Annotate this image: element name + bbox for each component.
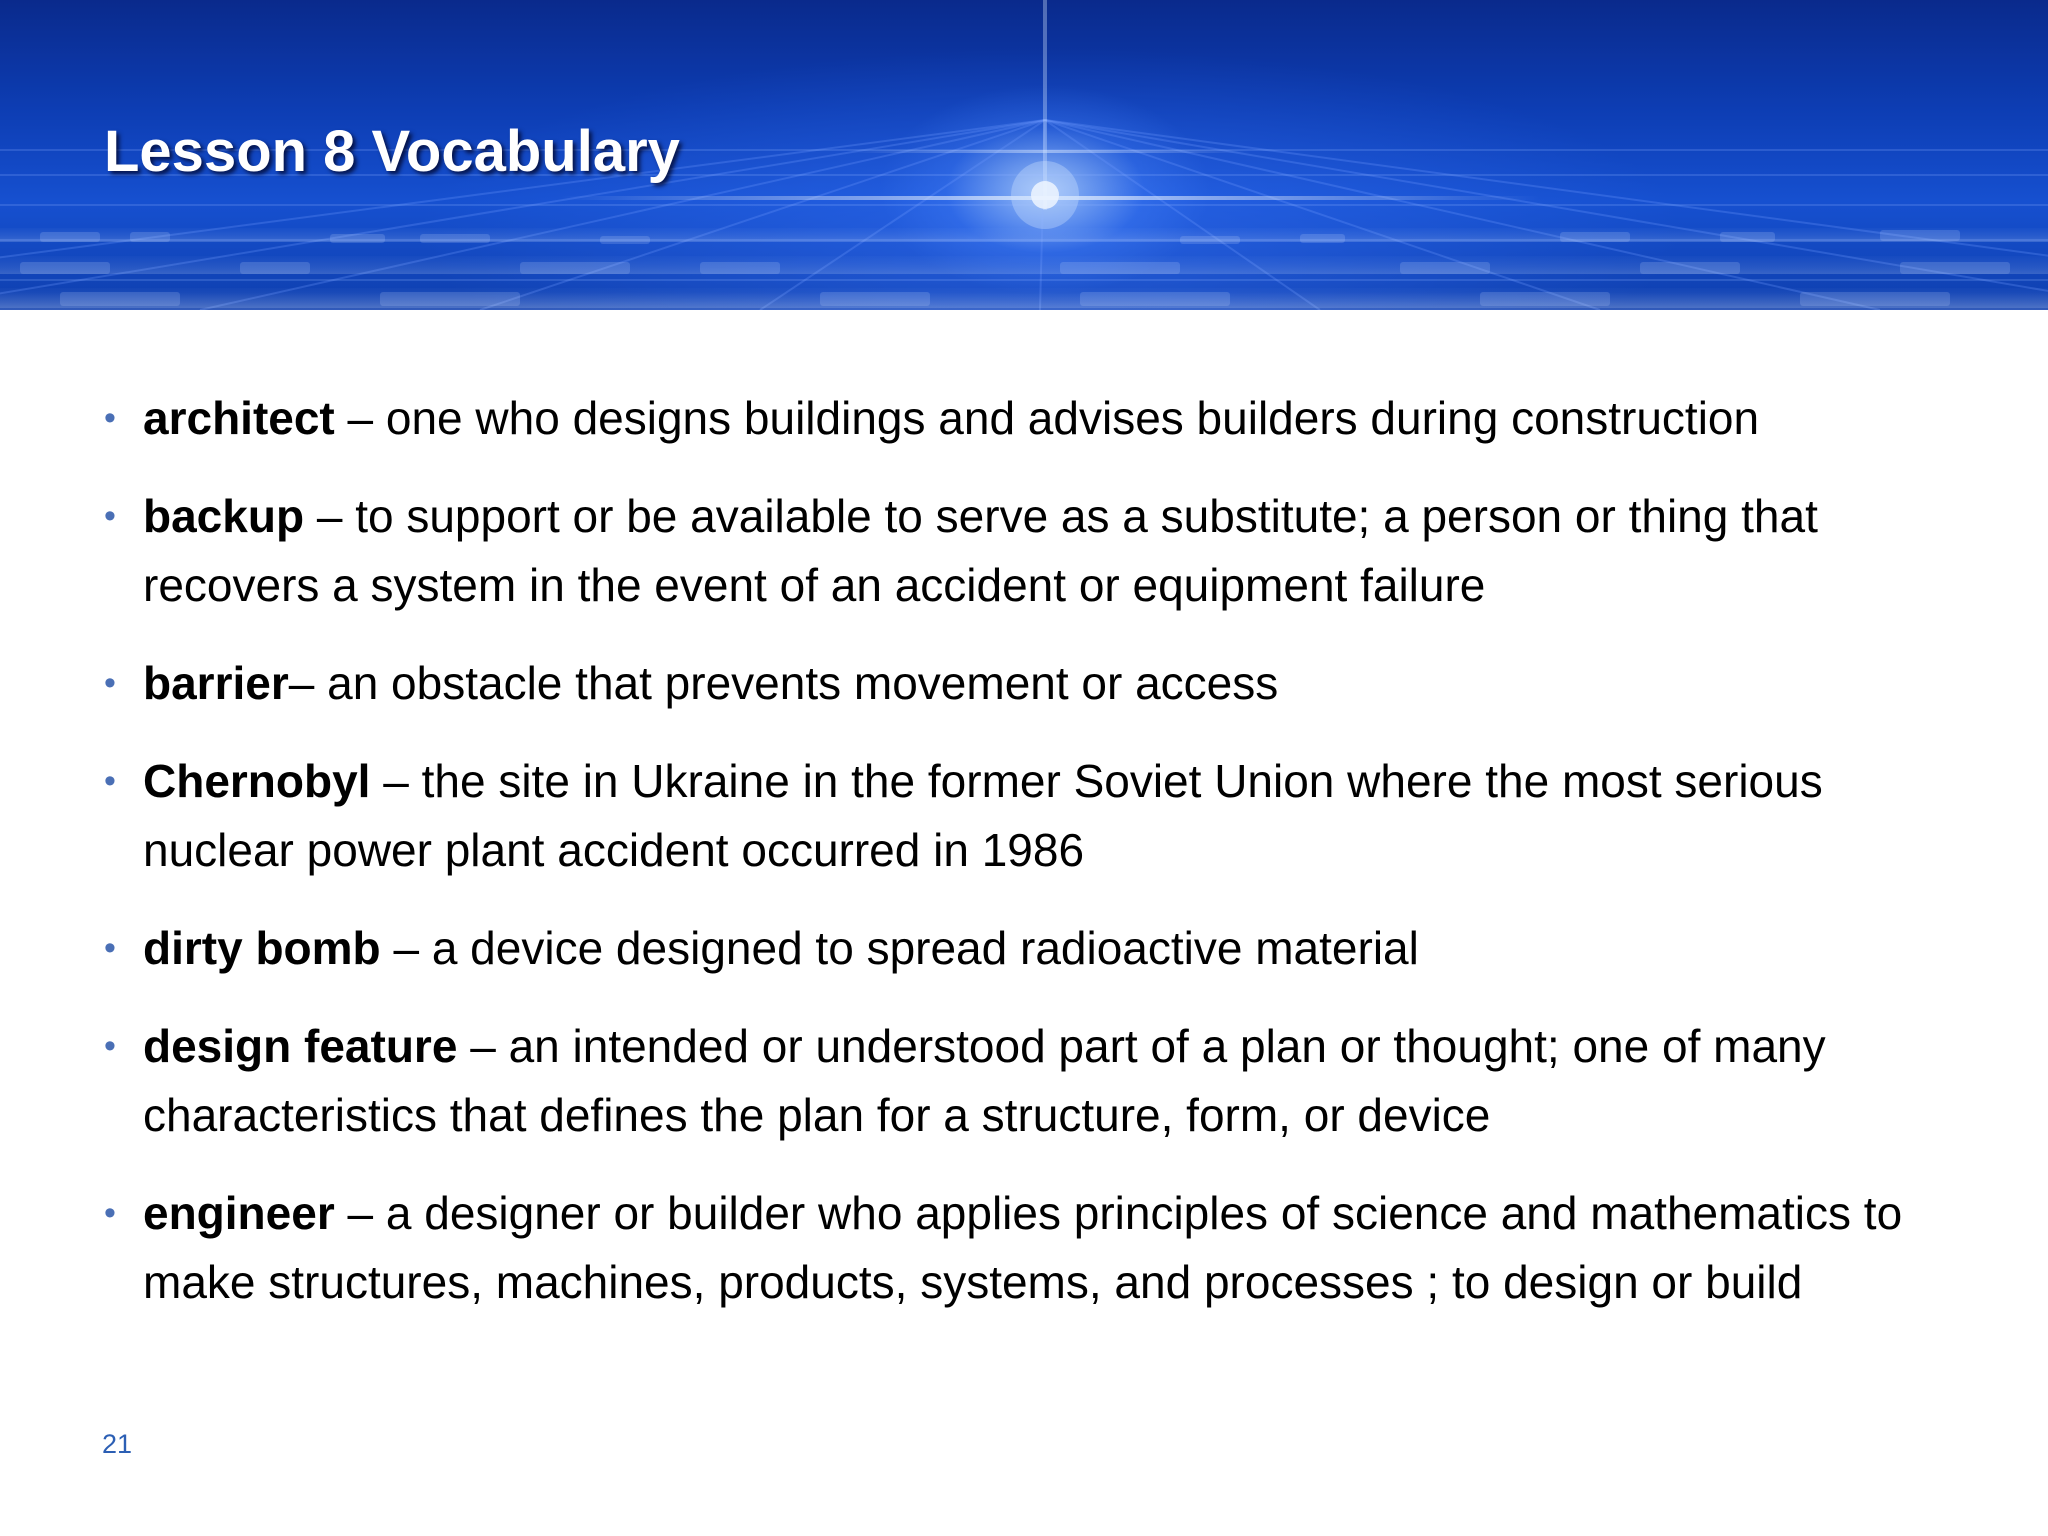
vocab-term: dirty bomb	[143, 922, 381, 974]
vocab-item-backup	[100, 482, 1980, 620]
bullet-icon: •	[104, 1027, 116, 1065]
vocab-item-chernobyl	[100, 747, 1980, 885]
vocab-term: backup	[143, 490, 305, 542]
vocab-term: design feature	[143, 1020, 458, 1072]
vocab-item-barrier	[100, 649, 1980, 718]
slide-title: Lesson 8 Vocabulary	[104, 119, 680, 184]
bullet-icon: •	[104, 1194, 116, 1232]
vocab-item-dirty-bomb	[100, 914, 1980, 983]
vocab-definition: – the site in Ukraine in the former Soviet Union where the most serious nuclear power plant accident occurred in 1986	[143, 755, 1823, 876]
vocab-definition: – an intended or understood part of a plan or thought; one of many characteristics that defines the plan for a structure, form, or device	[143, 1020, 1826, 1141]
vocab-term: architect	[143, 392, 335, 444]
vocab-definition: – a device designed to spread radioactive material	[380, 922, 1419, 974]
header-banner	[0, 0, 2048, 310]
bullet-icon: •	[104, 497, 116, 535]
vocab-term: barrier	[143, 657, 289, 709]
banner-bottom-fade	[0, 292, 2048, 310]
bullet-icon: •	[104, 664, 116, 702]
vocab-definition: – to support or be available to serve as a substitute; a person or thing that recovers a system in the event of an accident or equipment failure	[143, 490, 1818, 611]
bullet-icon: •	[104, 762, 116, 800]
vocab-definition: – one who designs buildings and advises builders during construction	[334, 392, 1760, 444]
vocab-item-engineer	[100, 1179, 1980, 1317]
vocab-item-architect	[100, 384, 1980, 453]
vocab-definition: – a designer or builder who applies principles of science and mathematics to make structures, machines, products, systems, and processes ; to design or build	[143, 1187, 1903, 1308]
page-number: 21	[102, 1429, 133, 1459]
vocab-term: engineer	[143, 1187, 335, 1239]
vocab-item-design-feature	[100, 1012, 1980, 1150]
vocab-term: Chernobyl	[143, 755, 371, 807]
bullet-icon: •	[104, 929, 116, 967]
bullet-icon: •	[104, 399, 116, 437]
vocab-definition: – an obstacle that prevents movement or access	[288, 657, 1279, 709]
vocabulary-list	[100, 384, 1980, 1346]
